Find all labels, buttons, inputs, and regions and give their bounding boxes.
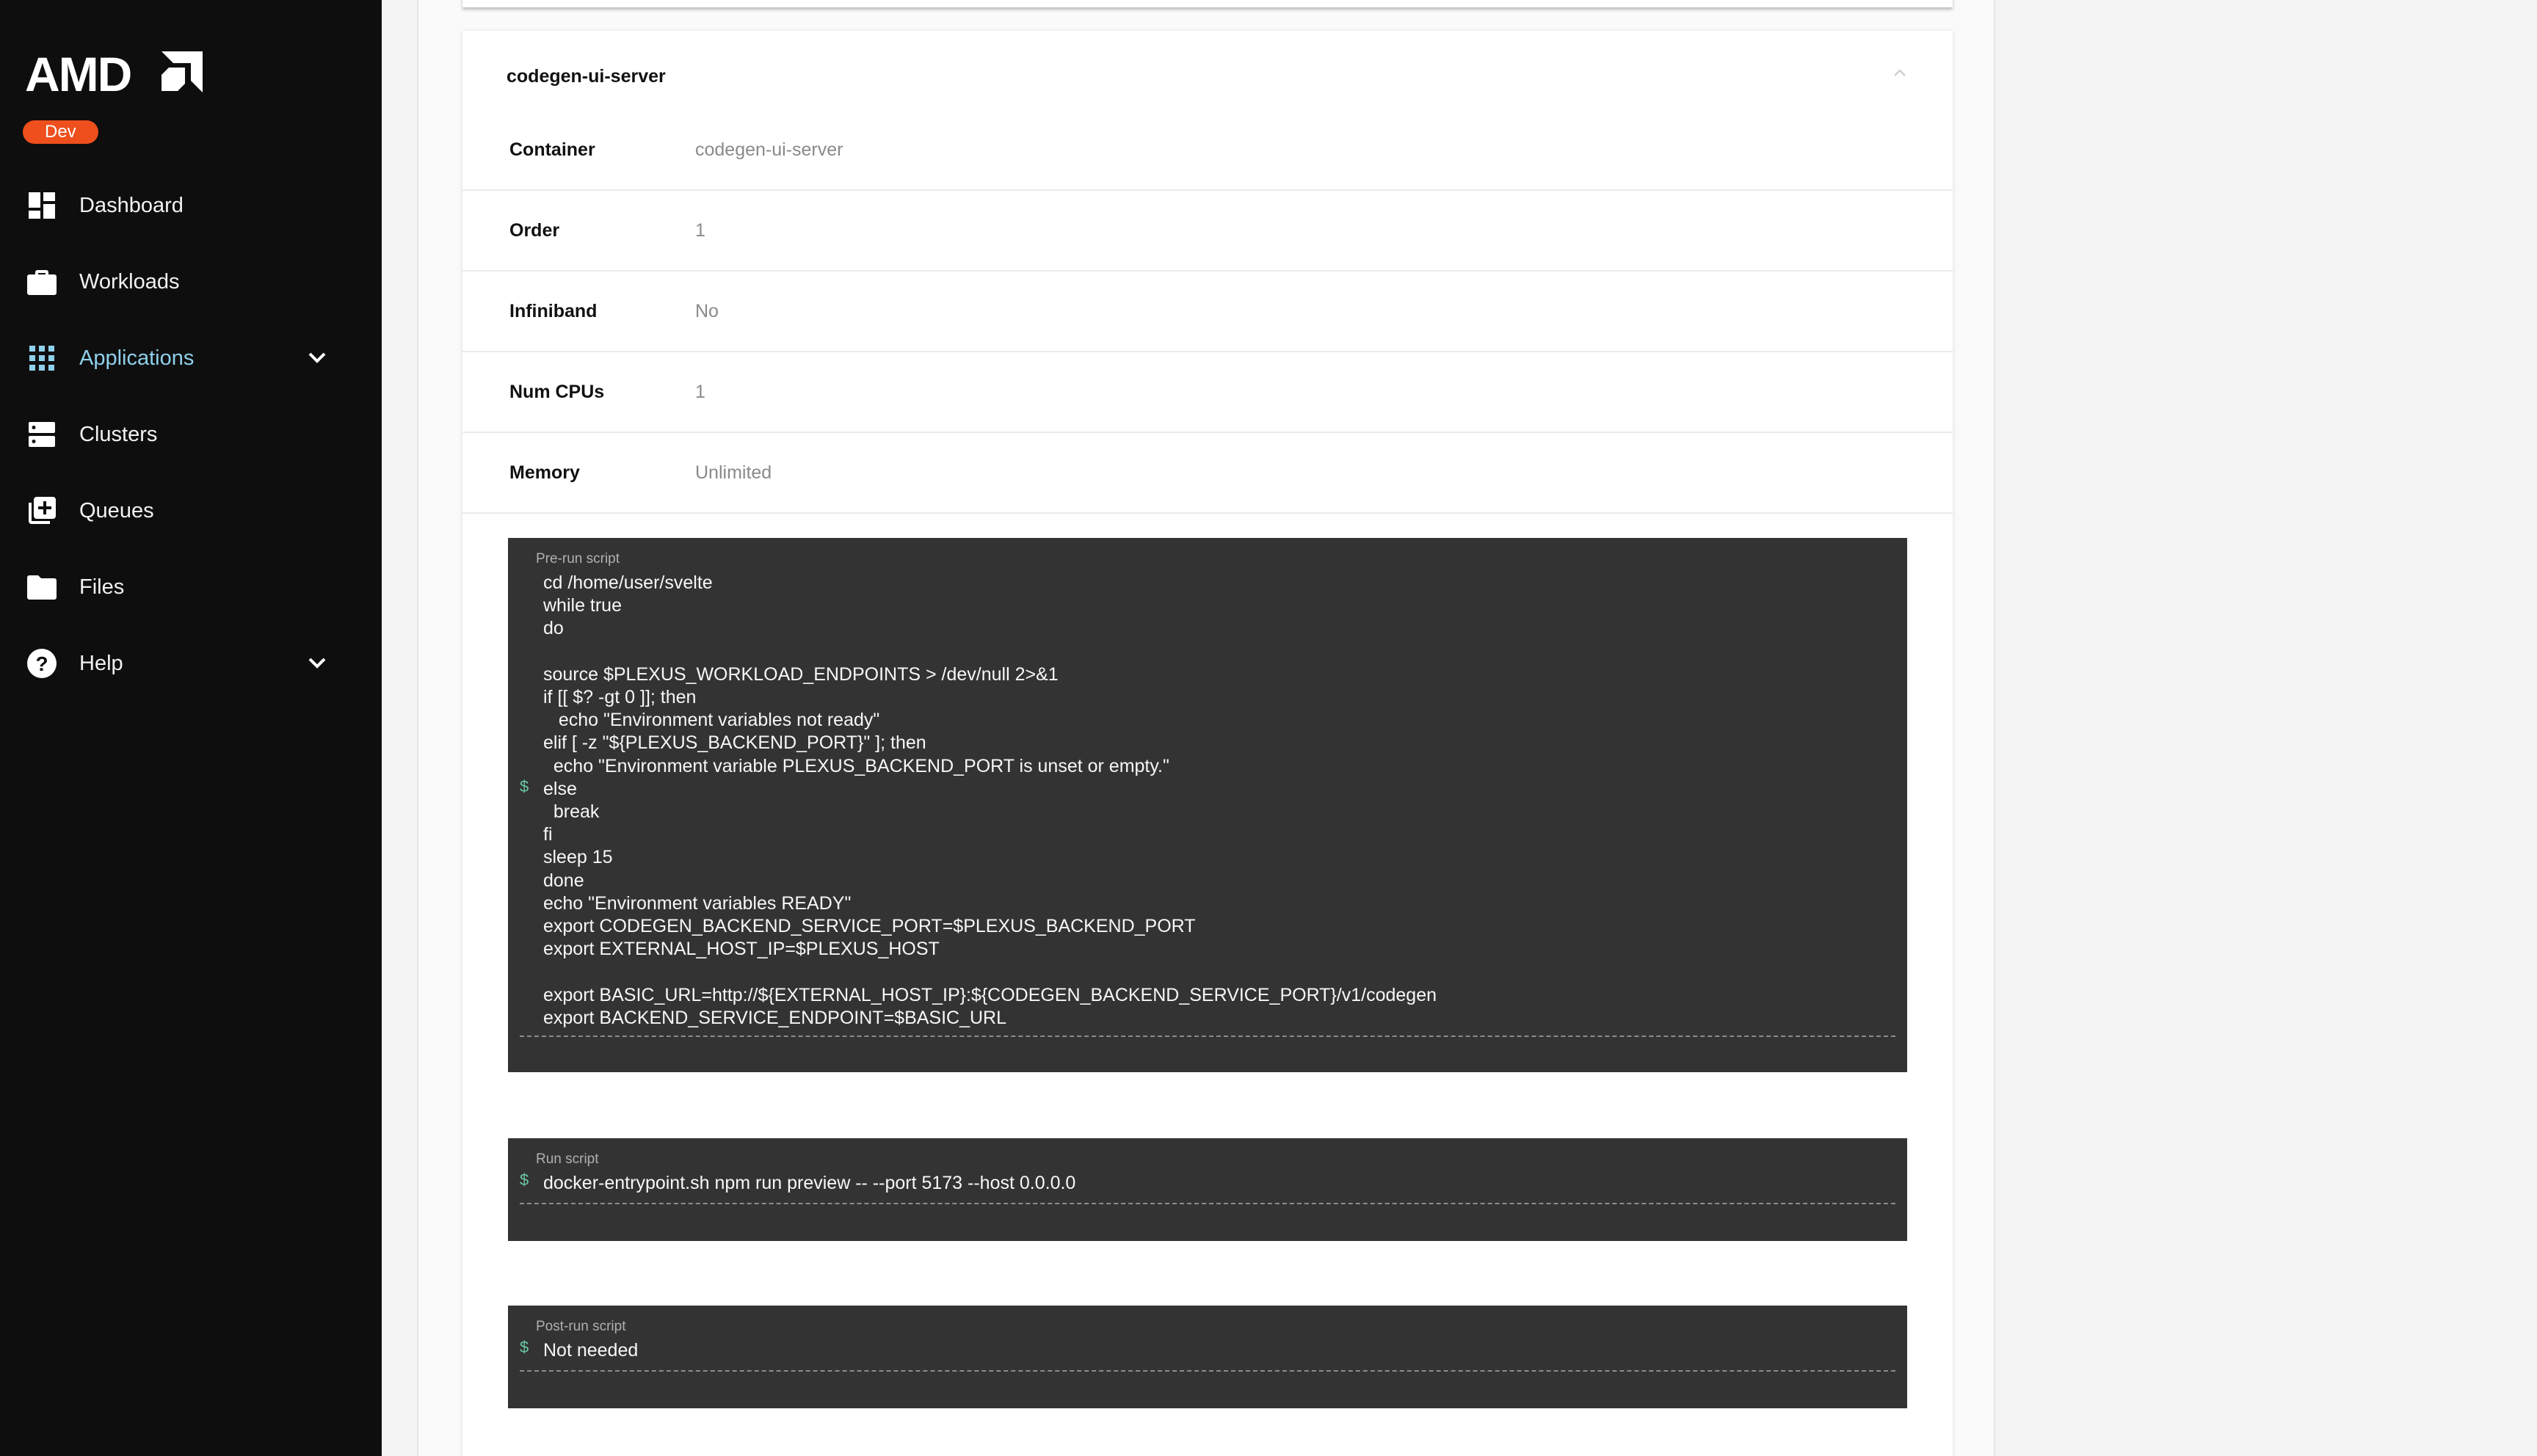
chevron-up-icon[interactable] — [1885, 59, 1914, 88]
dashboard-icon — [26, 190, 57, 221]
row-value: 1 — [695, 382, 705, 402]
script-code[interactable]: cd /home/user/svelte while true do source $PLEXUS_WORKLOAD_ENDPOINTS > /dev/null 2>&1 if [[ $? -gt 0 ]]; then echo "Environment variables not ready" elif [ -z "${PLEXUS_BACKEND_PORT}" ]; then echo "Environment variable PLEXUS_BACKEND_PORT is unset or empty." else break fi sleep 15 done echo "Environment variables READY" export CODEGEN_BACKEND_SERVICE_PORT=$PLEXUS_BACKEND_PORT export EXTERNAL_HOST_IP=$PLEXUS_HOST export BASIC_URL=http://${EXTERNAL_HOST_IP}:${CODEGEN_BACKEND_SERVICE_PORT}/v1/codegen export BACKEND_SERVICE_ENDPOINT=$BASIC_URL — [543, 572, 1437, 1028]
row-label: Infiniband — [509, 301, 598, 321]
previous-card — [462, 0, 1953, 7]
folder-icon — [26, 572, 57, 603]
row-value: codegen-ui-server — [695, 139, 843, 160]
divider — [520, 1370, 1895, 1372]
script-label: Pre-run script — [536, 551, 620, 567]
queue-add-icon — [26, 495, 57, 526]
prompt-icon: $ — [520, 1171, 529, 1189]
prompt-icon: $ — [520, 777, 529, 796]
svg-text:?: ? — [35, 652, 48, 675]
card-title: codegen-ui-server — [507, 66, 666, 87]
run-script-block[interactable] — [508, 1138, 1907, 1241]
apps-grid-icon — [26, 343, 57, 374]
table-row — [462, 191, 1953, 272]
sidebar-item-label: Applications — [79, 346, 195, 370]
sidebar-item-label: Clusters — [79, 422, 158, 446]
chevron-down-icon[interactable] — [304, 650, 330, 677]
sidebar-item-clusters[interactable] — [0, 396, 382, 473]
sidebar-item-label: Help — [79, 651, 123, 675]
server-icon — [26, 419, 57, 450]
details-table — [462, 110, 1953, 514]
svg-text:AMD: AMD — [25, 50, 131, 95]
container-card — [462, 31, 1953, 1456]
row-value: Unlimited — [695, 462, 772, 483]
amd-logo[interactable] — [25, 50, 204, 95]
row-value: 1 — [695, 220, 705, 241]
divider — [417, 0, 418, 1456]
sidebar-item-label: Queues — [79, 498, 154, 523]
table-row — [462, 110, 1953, 191]
sidebar-item-help[interactable] — [0, 625, 382, 702]
table-row — [462, 433, 1953, 514]
chevron-down-icon[interactable] — [304, 345, 330, 371]
sidebar-nav — [0, 167, 382, 702]
prerun-script-block[interactable] — [508, 538, 1907, 1072]
sidebar-item-applications[interactable] — [0, 320, 382, 396]
briefcase-icon — [26, 266, 57, 297]
help-icon — [26, 648, 57, 679]
row-label: Order — [509, 220, 560, 241]
sidebar-item-dashboard[interactable] — [0, 167, 382, 244]
row-label: Memory — [509, 462, 580, 483]
sidebar — [0, 0, 382, 1456]
script-code[interactable]: docker-entrypoint.sh npm run preview -- --port 5173 --host 0.0.0.0 — [543, 1173, 1076, 1193]
script-code[interactable]: Not needed — [543, 1340, 639, 1361]
sidebar-item-label: Files — [79, 575, 125, 599]
row-label: Num CPUs — [509, 382, 605, 402]
script-label: Run script — [536, 1151, 599, 1167]
divider — [520, 1035, 1895, 1037]
divider — [1994, 0, 1995, 1456]
env-badge: Dev — [23, 120, 98, 144]
row-value: No — [695, 301, 719, 321]
table-row — [462, 272, 1953, 352]
postrun-script-block[interactable] — [508, 1306, 1907, 1408]
sidebar-item-workloads[interactable] — [0, 244, 382, 320]
divider — [520, 1203, 1895, 1204]
sidebar-item-label: Dashboard — [79, 193, 184, 217]
sidebar-item-queues[interactable] — [0, 473, 382, 549]
prompt-icon: $ — [520, 1338, 529, 1356]
row-label: Container — [509, 139, 595, 160]
script-label: Post-run script — [536, 1319, 626, 1334]
sidebar-item-label: Workloads — [79, 269, 180, 294]
sidebar-item-files[interactable] — [0, 549, 382, 625]
table-row — [462, 352, 1953, 433]
